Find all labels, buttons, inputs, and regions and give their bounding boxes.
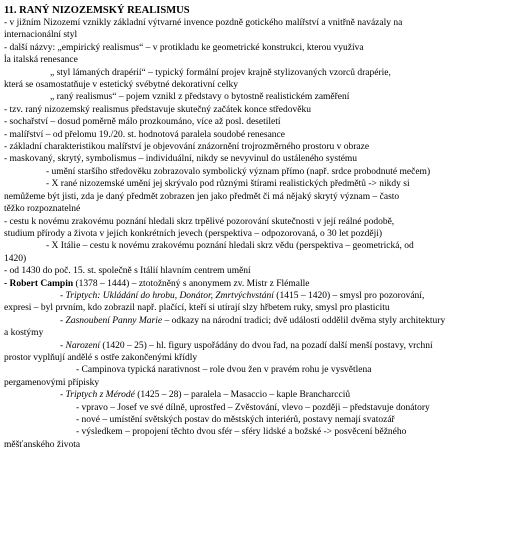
text-line: - umění staršího středověku zobrazovalo symbolický význam přímo (např. srdce probodnuté mečem) <box>46 166 431 177</box>
document-page <box>4 4 514 451</box>
text-line: - základní charakteristikou malířství je objevování znázornění trojrozměrného prostoru v obraze <box>4 142 370 153</box>
text-line: - sochařství – dosud poměrně málo prozkoumáno, více až posl. desetiletí <box>4 117 281 128</box>
text-line: internacionální styl <box>4 30 78 41</box>
text-line: - cestu k novému zrakovému poznání hledali skrz trpělivé pozorování skutečnosti v její reálné podobě, <box>4 216 395 227</box>
text-line: expresi – byl prvním, kdo zobrazil např. plačící, kteří si utírají slzy hřbetem ruky, smysl pro plasticitu <box>4 303 390 314</box>
text-line: - maskovaný, skrytý, symbolismus – individuální, nikdy se nevyvinul do ustáleného systému <box>4 154 358 165</box>
text-line <box>4 278 514 290</box>
text-line <box>4 290 514 302</box>
text-line: „ styl lámaných drapérií“ – typický formální projev krajně stylizovaných vzorců drapérie, <box>50 67 391 78</box>
text-line: která se osamostatňuje v estetický svébytné dekorativní celky <box>4 80 238 91</box>
text-line: - vpravo – Josef ve své dílně, uprostřed – Zvěstování, vlevo – později – představuje donátory <box>76 402 430 413</box>
section-heading: 11. RANÝ NIZOZEMSKÝ REALISMUS <box>4 5 190 16</box>
text-line: těžko rozpoznatelné <box>4 204 81 215</box>
text-line: „ raný realismus“ – pojem vznikl z představy o bytostně realistickém zaměření <box>50 92 350 103</box>
text-line: - od 1430 do poč. 15. st. společně s Itálií hlavním centrem umění <box>4 266 251 277</box>
artwork-title: - Triptych: Ukládání do hrobu, Donátor, Zmrtvýchvstání <box>60 290 274 301</box>
text-line: - v jižním Nizozemí vznikly základní výtvarné invence pozdně gotického malířství a vnitřně navázaly na <box>4 18 403 28</box>
text-fragment: (1378 – 1444) – ztotožněný s anonymem zv. Mistr z Flémalle <box>73 278 310 289</box>
text-line: - X rané nizozemské umění jej skrývalo pod různými štírami realistických předmětů -> nikdy si <box>46 179 410 190</box>
text-line <box>4 315 514 327</box>
text-fragment: (1415 – 1420) – smysl pro pozorování, <box>273 290 425 301</box>
text-line: nemůžeme být jisti, zda je daný předmět zobrazen jen jako předmět či má nějaký skrytý význam – často <box>4 191 400 202</box>
text-line: měšťanského života <box>4 439 81 450</box>
text-line: pergamenovými přípisky <box>4 377 100 388</box>
text-line: prostor vyplňují andělé s ostře zakončenými křídly <box>4 352 198 363</box>
artwork-title: - Zasnoubení Panny Marie <box>60 315 163 326</box>
text-line: a kostýmy <box>4 328 44 339</box>
artist-name: - Robert Campin <box>4 278 74 289</box>
text-fragment: (1420 – 25) – hl. figury uspořádány do dvou řad, na pozadí další menší postavy, vrchní <box>100 340 433 351</box>
artwork-title: - Triptych z Mérodé <box>60 390 135 401</box>
text-line: - Campinova typická narativnost – role dvou žen v pravém rohu je vysvětlena <box>76 365 372 376</box>
text-line: - další názvy: „empirický realismus“ – v protikladu ke geometrické konstrukci, kterou využíva <box>4 42 364 53</box>
text-line <box>4 340 514 352</box>
text-line: ĺa italská renesance <box>4 55 78 66</box>
text-line: 1420) <box>4 253 27 264</box>
text-line: - tzv. raný nizozemský realismus představuje skutečný začátek konce středověku <box>4 104 311 115</box>
artwork-title: - Narození <box>60 340 101 351</box>
text-line <box>4 389 514 401</box>
text-fragment: – odkazy na národní tradici; dvě události oddělil dvěma styly architektury <box>162 315 446 326</box>
text-line: studium přírody a života v jejích konkrétních jevech (perspektiva – odpozorovaná, o 30 let později) <box>4 228 383 239</box>
text-line: - malířství – od přelomu 19./20. st. hodnotová paralela soudobé renesance <box>4 129 285 140</box>
text-line: - X Itálie – cestu k novému zrakovému poznání hledali skrz vědu (perspektiva – geometrická, od <box>46 241 414 252</box>
text-fragment: (1425 – 28) – paralela – Masaccio – kaple Brancharcciů <box>134 390 351 401</box>
text-line: - nové – umístění světských postav do městských interiérů, postavy nemají svatozář <box>76 415 395 425</box>
text-line: - výsledkem – propojení těchto dvou sfér – sféry lidské a božské -> posvěcení běžného <box>76 427 407 438</box>
